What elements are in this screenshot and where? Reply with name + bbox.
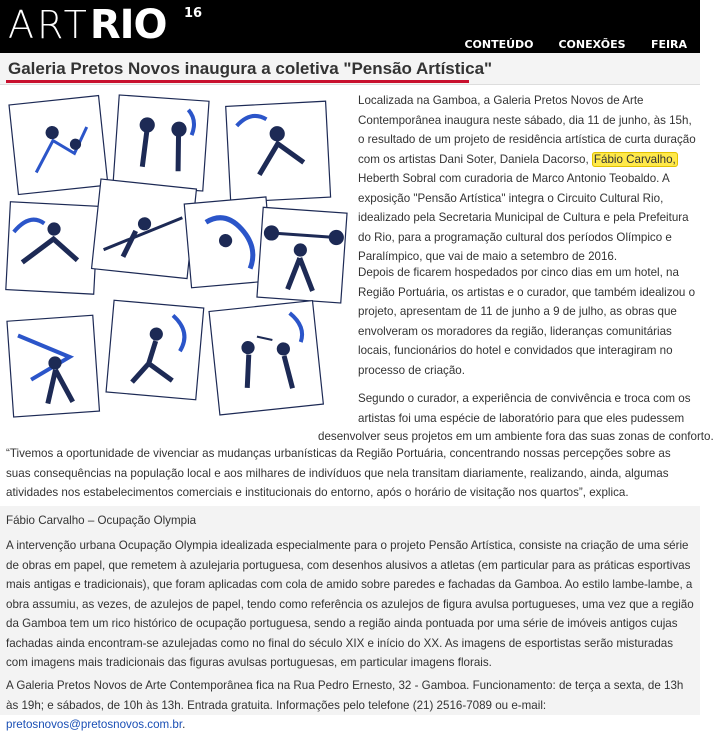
paragraph-quote: “Tivemos a oportunidade de vivenciar as mudanças urbanísticas da Região Portuária, concentrando nossas percepções sobre as suas consequências na população local e aos milhares de indivíduos que nela transitam diariamente, realizando, ainda, algumas atividades nos estabelecimentos comerciais e institucionais do entorno, após o horário de visitação nos quartos”, explica.	[6, 447, 671, 499]
intro-text-end: Heberth Sobral com curadoria de Marco Antonio Teobaldo. A exposição "Pensão Artística" integra o Circuito Cultural Rio, idealizado pela Secretaria Municipal de Cultura e pela Prefeitura do Rio, para a programação cultural dos períodos Olímpico e Paralímpico, que vai de maio a setembro de 2016.	[358, 172, 689, 263]
logo-year: 16	[184, 6, 203, 21]
section-subtitle: Fábio Carvalho – Ocupação Olympia	[6, 514, 197, 527]
nav-conexoes[interactable]: CONEXÕES	[558, 38, 626, 51]
info-text-end: .	[182, 718, 186, 731]
paragraph-info	[6, 676, 698, 735]
article-title: Galeria Pretos Novos inaugura a coletiva "Pensão Artística"	[8, 59, 493, 78]
paragraph-curator: Segundo o curador, a experiência de convivência e troca com os artistas foi uma espécie de laboratório para que eles pudessem	[358, 392, 691, 425]
paragraph-residency: Depois de ficarem hospedados por cinco dias em um hotel, na Região Portuária, os artistas e o curador, que também idealizou o projeto, apresentam de 11 de junho a 9 de julho, as obras que envolveram os moradores da região, lideranças comunitárias locais, funcionários do hotel e convidados que interagiram no processo de criação.	[358, 266, 696, 377]
main-nav	[452, 37, 700, 53]
info-text: A Galeria Pretos Novos de Arte Contemporânea fica na Rua Pedro Ernesto, 32 - Gamboa. Funcionamento: de terça a sexta, de 13h às 19h; e sábados, de 10h às 13h. Entrada gratuita. Informações pelo telefone (21) 2516-7089 ou e-mail:	[6, 679, 684, 712]
paragraph-intro	[358, 91, 698, 267]
nav-conteudo[interactable]: CONTEÚDO	[464, 38, 534, 51]
nav-feira[interactable]: FEIRA	[650, 38, 688, 51]
logo-art-text: ART	[8, 3, 90, 47]
paragraph-ocupacao-olympia: A intervenção urbana Ocupação Olympia idealizada especialmente para o projeto Pensão Artística, consiste na criação de uma série de obras em papel, que remetem à azulejaria portuguesa, com desenhos alusivos a atletas (em particular para as práticas esportivas mais antigas e tradicionais), que foram aplicadas com cola de amido sobre paredes e fachadas da Gamboa. Ao estilo lambe-lambe, a obra assumiu, as vezes, de azulejos de papel, tendo como referência os azulejos de figura avulsa portugueses, uma vez que a região da Gamboa tem um rico histórico de ocupação portuguesa, sendo a região ainda pontuada por uma série de imóveis antigos cujas fachadas ainda encontram-se azulejadas como no final do século XIX e início do XX. As imagens de esportistas serão misturadas com imagens mais tradicionais das figuras avulsas portuguesas, em particular imagens florais.	[6, 539, 694, 669]
artrio-logo[interactable]	[8, 2, 203, 48]
intro-text-start: Localizada na Gamboa, a Galeria Pretos Novos de Arte Contemporânea inaugura neste sábado, dia 11 de junho, às 15h, o resultado de um projeto de residência artística de curta duração com os artistas Dani Soter, Daniela Dacorso,	[358, 94, 696, 166]
title-underline	[6, 80, 469, 83]
site-header	[0, 0, 700, 53]
email-link[interactable]: pretosnovos@pretosnovos.com.br	[6, 718, 183, 731]
logo-rio-text: RIO	[89, 2, 167, 48]
paragraph-curator-continued: desenvolver seus projetos em um ambiente fora das suas zonas de conforto.	[318, 430, 714, 443]
highlighted-artist-name: Fábio Carvalho,	[593, 152, 676, 166]
azulejo-athletes-illustration	[6, 92, 348, 434]
